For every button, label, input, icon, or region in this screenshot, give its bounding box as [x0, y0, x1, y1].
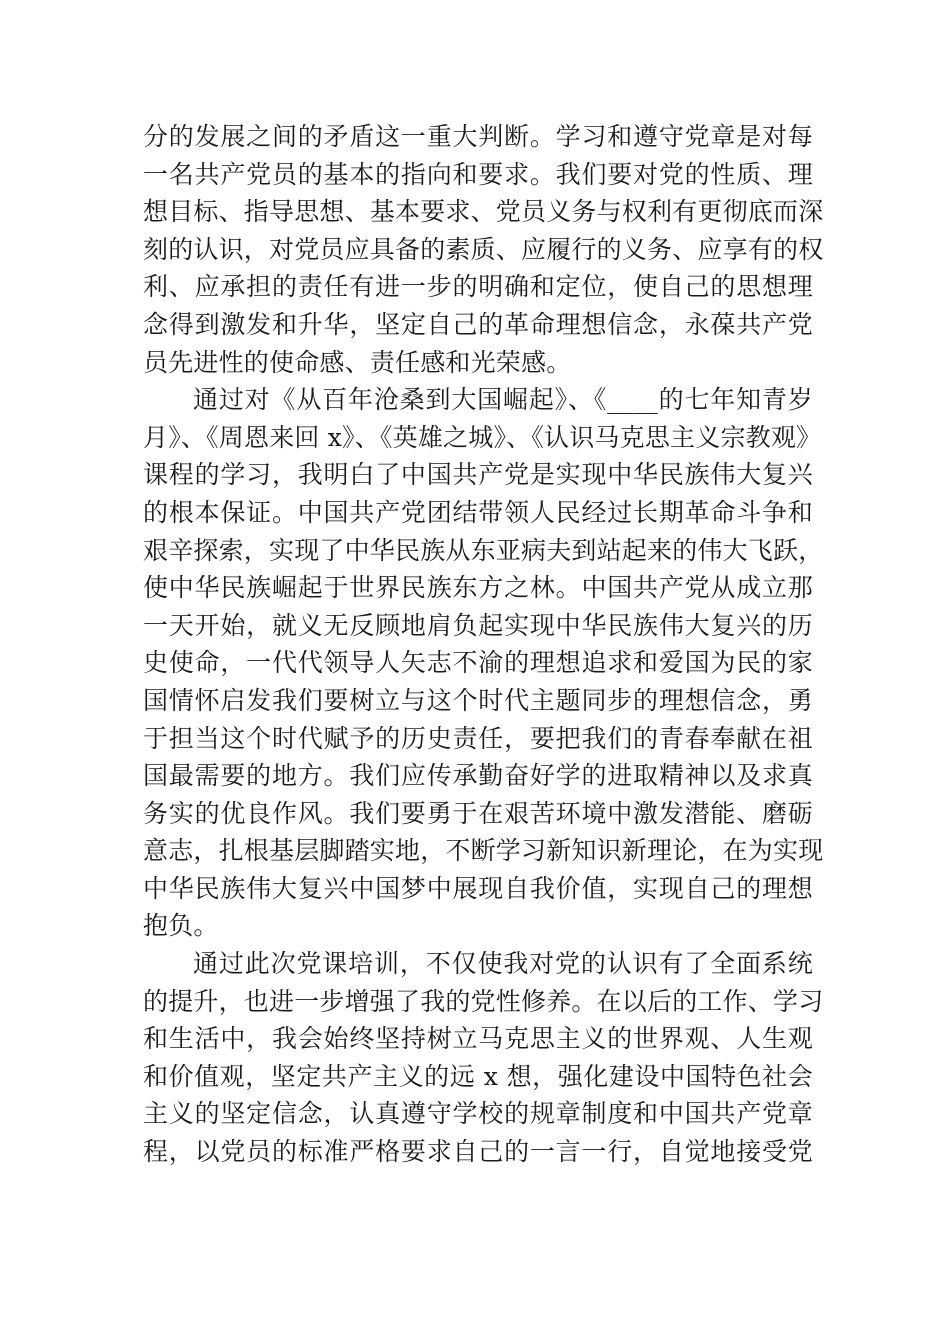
text-line: 主义的坚定信念，认真遵守学校的规章制度和中国共产党章	[143, 1099, 813, 1129]
text-line: 史使命，一代代领导人矢志不渝的理想追求和爱国为民的家	[143, 648, 813, 678]
paragraph-first-line: 通过对《从百年沧桑到大国崛起》、《____的七年知青岁	[193, 385, 813, 415]
text-line: 务实的优良作风。我们要勇于在艰苦环境中激发潜能、磨砺	[143, 798, 813, 828]
text-line: 和生活中，我会始终坚持树立马克思主义的世界观、人生观	[143, 1024, 813, 1054]
text-line: 月》、《周恩来回 x》、《英雄之城》、《认识马克思主义宗教观》	[143, 422, 822, 452]
text-line: 想目标、指导思想、基本要求、党员义务与权利有更彻底而深	[143, 197, 824, 227]
text-line: 的提升，也进一步增强了我的党性修养。在以后的工作、学习	[143, 986, 824, 1016]
text-line: 国情怀启发我们要树立与这个时代主题同步的理想信念，勇	[143, 685, 813, 715]
text-line: 艰辛探索，实现了中华民族从东亚病夫到站起来的伟大飞跃，	[143, 535, 824, 565]
body-text	[143, 118, 824, 1171]
text-line: 分的发展之间的矛盾这一重大判断。学习和遵守党章是对每	[143, 122, 813, 151]
paragraph-first-line: 通过此次党课培训，不仅使我对党的认识有了全面系统	[193, 949, 813, 979]
text-line: 抱负。	[143, 911, 219, 941]
text-line: 程，以党员的标准严格要求自己的一言一行，自觉地接受党	[143, 1137, 813, 1167]
text-line: 国最需要的地方。我们应传承勤奋好学的进取精神以及求真	[143, 761, 813, 791]
text-line: 利、应承担的责任有进一步的明确和定位，使自己的思想理	[143, 272, 813, 302]
text-line: 使中华民族崛起于世界民族东方之林。中国共产党从成立那	[143, 573, 813, 603]
text-line: 和价值观，坚定共产主义的远 x 想，强化建设中国特色社会	[143, 1061, 813, 1091]
text-line: 一名共产党员的基本的指向和要求。我们要对党的性质、理	[143, 159, 813, 189]
text-line: 念得到激发和升华，坚定自己的革命理想信念，永葆共产党	[143, 309, 813, 339]
text-line: 课程的学习，我明白了中国共产党是实现中华民族伟大复兴	[143, 460, 813, 490]
text-line: 一天开始，就义无反顾地肩负起实现中华民族伟大复兴的历	[143, 610, 813, 640]
text-line: 刻的认识，对党员应具备的素质、应履行的义务、应享有的权	[143, 234, 824, 264]
text-line: 于担当这个时代赋予的历史责任，要把我们的青春奉献在祖	[143, 723, 813, 753]
text-line: 意志，扎根基层脚踏实地，不断学习新知识新理论，在为实现	[143, 836, 824, 866]
text-line: 员先进性的使命感、责任感和光荣感。	[143, 347, 572, 377]
text-line: 的根本保证。中国共产党团结带领人民经过长期革命斗争和	[143, 497, 813, 527]
text-line: 中华民族伟大复兴中国梦中展现自我价值，实现自己的理想	[143, 873, 813, 903]
